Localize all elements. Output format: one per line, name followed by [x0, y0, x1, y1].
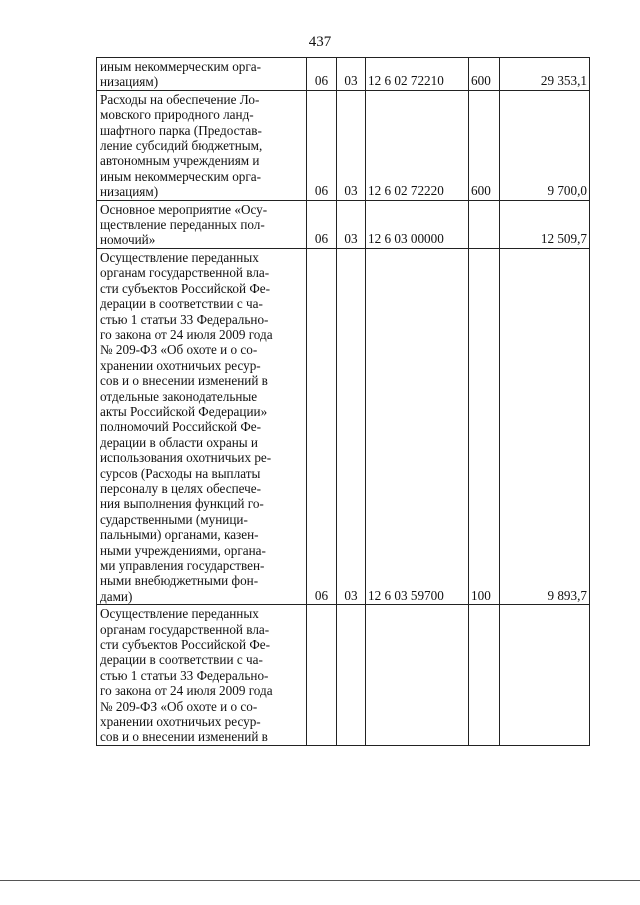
amount-cell: 9 893,7 [500, 248, 590, 604]
row-name-line: персоналу в целях обеспече- [100, 480, 262, 496]
row-name-cell [97, 248, 307, 604]
subsection-code-cell: 03 [337, 90, 366, 200]
row-name-line: Осуществление переданных [100, 606, 259, 622]
footer-rule [0, 880, 640, 881]
row-name-line: дерации в области охраны и [100, 434, 258, 450]
row-name-line: сударственными (муници- [100, 511, 248, 527]
row-name-line: хранении охотничьих ресур- [100, 357, 261, 373]
amount-cell [500, 605, 590, 746]
row-name-line: иным некоммерческим орга- [100, 168, 262, 184]
row-name-line: стью 1 статьи 33 Федерально- [100, 311, 269, 327]
section-code-cell: 06 [307, 90, 337, 200]
section-code-cell [307, 605, 337, 746]
expense-type-cell [469, 605, 500, 746]
expense-type-cell: 100 [469, 248, 500, 604]
row-name-line: низациям) [100, 184, 159, 200]
row-name-line: стью 1 статьи 33 Федерально- [100, 667, 269, 683]
table-row [97, 90, 590, 200]
expense-type-cell: 600 [469, 58, 500, 91]
row-name-line: Расходы на обеспечение Ло- [100, 91, 260, 107]
page-number: 437 [308, 34, 332, 50]
row-name-line: хранении охотничьих ресур- [100, 714, 261, 730]
subsection-code-cell: 03 [337, 200, 366, 248]
target-article-cell: 12 6 03 00000 [366, 200, 469, 248]
section-code-cell: 06 [307, 200, 337, 248]
subsection-code-cell: 03 [337, 58, 366, 91]
row-name-line: использования охотничьих ре- [100, 450, 272, 466]
row-name-line: сов и о внесении изменений в [100, 729, 268, 745]
row-name-line: номочий» [100, 232, 156, 248]
row-name-line: иным некоммерческим орга- [100, 59, 262, 74]
amount-cell: 29 353,1 [500, 58, 590, 91]
row-name-line: сурсов (Расходы на выплаты [100, 465, 261, 481]
row-name-line: пальными) органами, казен- [100, 527, 259, 543]
table-row [97, 605, 590, 746]
row-name-cell [97, 90, 307, 200]
row-name-line: шафтного парка (Предостав- [100, 122, 262, 138]
table-row [97, 200, 590, 248]
row-name-line: дерации в соответствии с ча- [100, 296, 263, 312]
row-name-line: № 209-ФЗ «Об охоте и о со- [100, 342, 258, 358]
amount-cell: 12 509,7 [500, 200, 590, 248]
budget-table [96, 57, 590, 746]
target-article-cell: 12 6 02 72210 [366, 58, 469, 91]
row-name-line: ление субсидий бюджетным, [100, 138, 263, 154]
row-name-line: сти субъектов Российской Фе- [100, 280, 271, 296]
row-name-line: органам государственной вла- [100, 265, 270, 281]
row-name-line: ми управления государствен- [100, 558, 265, 573]
section-code-cell: 06 [307, 248, 337, 604]
row-name-line: отдельные законодательные [100, 388, 258, 404]
row-name-line: Осуществление переданных [100, 249, 259, 265]
row-name-line: Основное мероприятие «Осу- [100, 201, 268, 217]
row-name-line: ния выполнения функций го- [100, 496, 264, 512]
row-name-line: № 209-ФЗ «Об охоте и о со- [100, 698, 258, 714]
row-name-line: го закона от 24 июля 2009 года [100, 683, 273, 699]
row-name-line: дерации в соответствии с ча- [100, 652, 263, 668]
amount-cell: 9 700,0 [500, 90, 590, 200]
row-name-line: сов и о внесении изменений в [100, 373, 268, 389]
subsection-code-cell: 03 [337, 248, 366, 604]
section-code-cell: 06 [307, 58, 337, 91]
row-name-line: сти субъектов Российской Фе- [100, 637, 271, 653]
row-name-line: ществление переданных пол- [100, 217, 265, 233]
target-article-cell: 12 6 03 59700 [366, 248, 469, 604]
expense-type-cell [469, 200, 500, 248]
row-name-line: акты Российской Федерации» [100, 403, 268, 419]
row-name-cell [97, 58, 307, 91]
row-name-cell [97, 200, 307, 248]
subsection-code-cell [337, 605, 366, 746]
row-name-line: го закона от 24 июля 2009 года [100, 326, 273, 342]
row-name-line: ными учреждениями, органа- [100, 542, 266, 558]
row-name-line: дами) [100, 588, 133, 604]
row-name-line: мовского природного ланд- [100, 107, 254, 123]
target-article-cell [366, 605, 469, 746]
row-name-line: низациям) [100, 74, 159, 90]
table-row [97, 248, 590, 604]
target-article-cell: 12 6 02 72220 [366, 90, 469, 200]
expense-type-cell: 600 [469, 90, 500, 200]
row-name-line: органам государственной вла- [100, 621, 270, 637]
row-name-cell [97, 605, 307, 746]
table-body [97, 58, 590, 746]
row-name-line: автономным учреждениям и [100, 153, 260, 169]
table-row [97, 58, 590, 91]
row-name-line: полномочий Российской Фе- [100, 419, 262, 435]
row-name-line: ными внебюджетными фон- [100, 573, 259, 589]
